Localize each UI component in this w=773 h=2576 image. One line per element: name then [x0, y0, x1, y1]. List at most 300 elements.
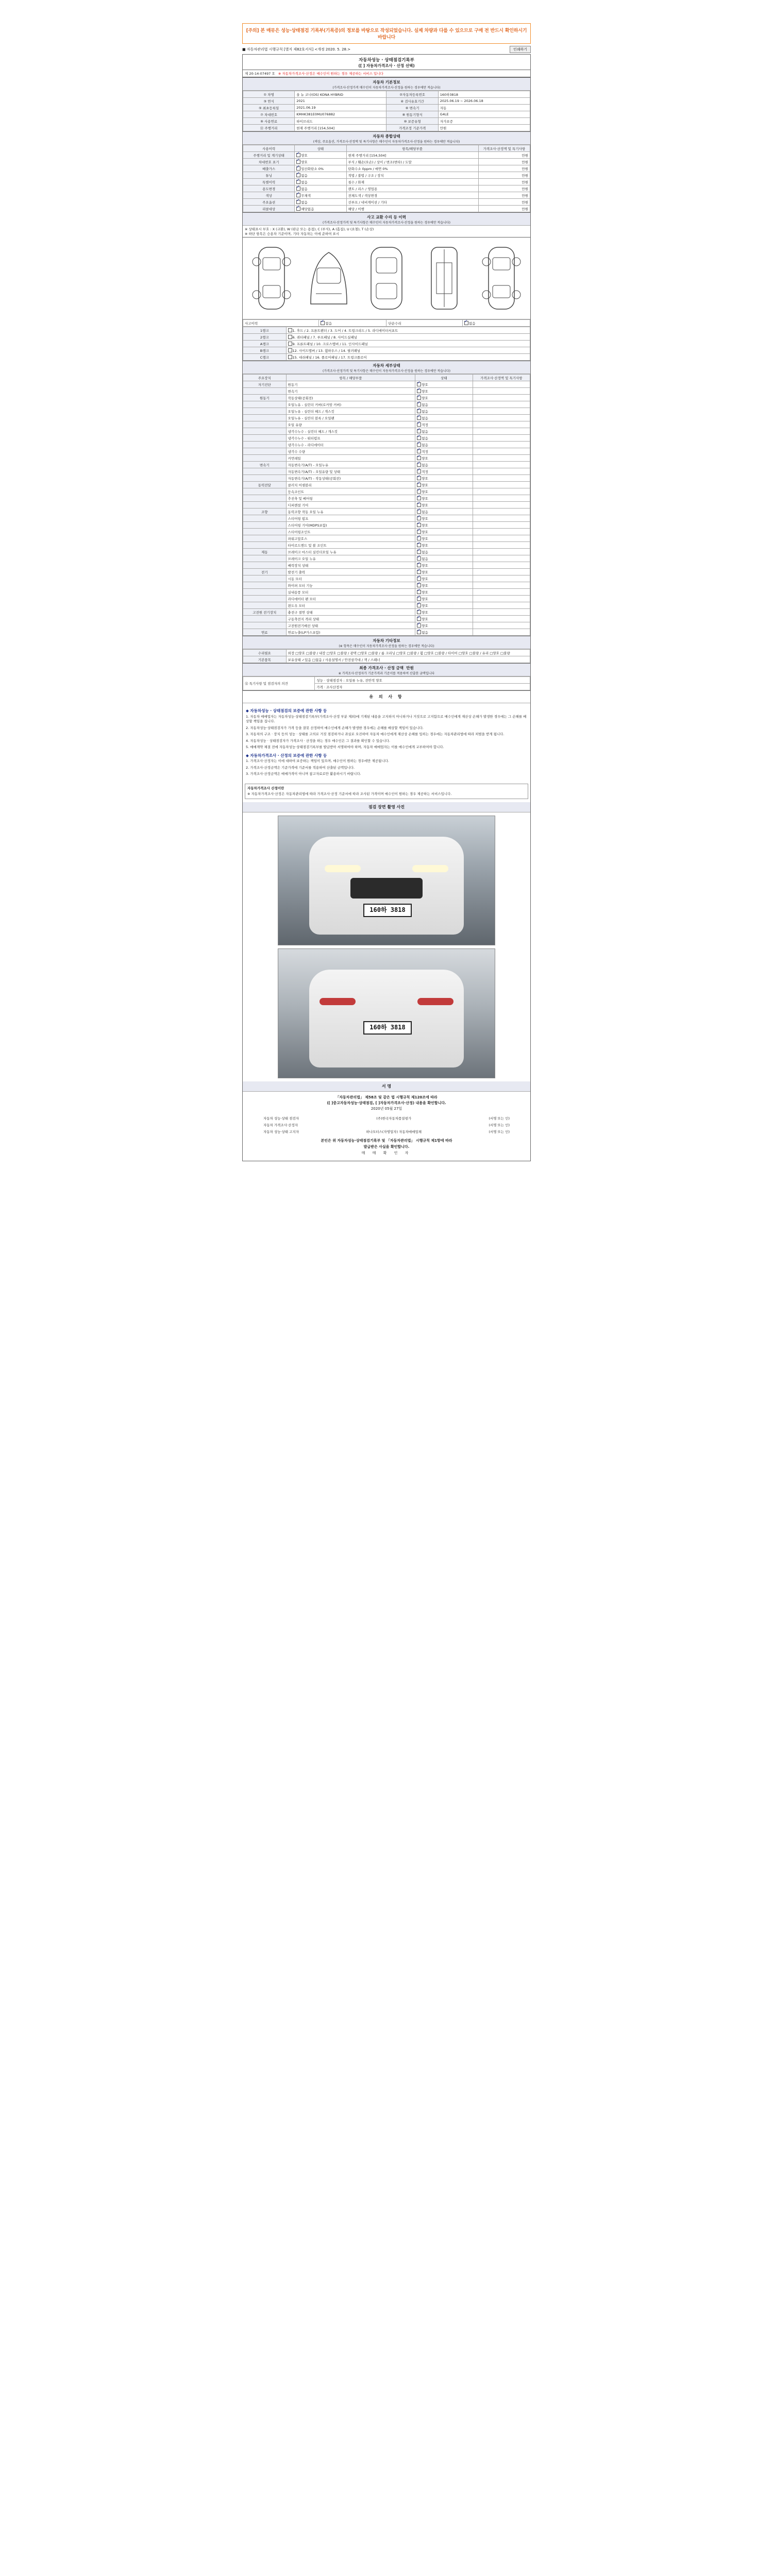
detail-item: 연료누출(LP가스포함) [286, 629, 415, 636]
detail-row [243, 482, 530, 488]
detail-row [243, 589, 530, 596]
detail-state: ✓ 양호 [415, 616, 473, 622]
status-label: 주요옵션 [243, 199, 295, 206]
basic-key: 가격조정 기준가격 [386, 125, 438, 131]
special-appraiser: 가격 · 조사산정자 [315, 684, 530, 690]
status-label: 배출가스 [243, 165, 295, 172]
basic-key: ⑥ 변속기 [386, 105, 438, 111]
detail-state: ✓ 양호 [415, 569, 473, 575]
detail-price [473, 596, 530, 602]
detail-item: 윈도우 모터 [286, 602, 415, 609]
rank-label: C랭크 [243, 354, 287, 361]
accident-table [243, 319, 530, 327]
top-row [242, 46, 531, 53]
detail-row [243, 408, 530, 415]
accident-section-header [243, 212, 530, 226]
rank-items: 1. 후드 / 2. 프론트펜더 / 3. 도어 / 4. 트렁크리드 / 5. 라디에이터서포트 [286, 327, 530, 334]
signature-mark: (서명 또는 인) [489, 1116, 510, 1121]
rank-row [243, 354, 530, 361]
detail-row [243, 488, 530, 495]
detail-head-group: 주요장치 [243, 375, 287, 381]
basic-value: 현재 주행거리 [154,504] [295, 125, 386, 131]
detail-state: ✓ 없음 [415, 415, 473, 421]
detail-group [243, 542, 287, 549]
basic-value: 2025.06.19 ~ 2026.06.18 [438, 98, 530, 105]
detail-group [243, 468, 287, 475]
detail-price [473, 408, 530, 415]
status-state: ✓ 없음 [295, 179, 346, 185]
notice-para: 3. 가격조사·산정금액은 매매가격이 아니며 참고자료로만 활용하시기 바랍니다. [246, 772, 361, 776]
detail-price [473, 428, 530, 435]
signature-role: 자동차 성능·상태 점검자 [263, 1116, 299, 1121]
detail-group [243, 475, 287, 482]
special-inspector: 성능 · 상태점검자 : 오일류 누유, 전반적 양호 [315, 677, 530, 684]
status-row [243, 152, 530, 159]
appear-label: 수리필요 [243, 650, 287, 656]
detail-group: 제동 [243, 549, 287, 555]
status-row [243, 172, 530, 179]
status-state: ✓ 일산화탄소 0% [295, 165, 346, 172]
accident-legend [243, 226, 530, 238]
detail-price [473, 495, 530, 502]
detail-row [243, 549, 530, 555]
detail-price [473, 435, 530, 442]
detail-state: ✓ 없음 [415, 442, 473, 448]
appear-row [243, 656, 530, 663]
record-card [242, 54, 531, 1161]
status-state: ✓ 양호 [295, 152, 346, 159]
detail-row [243, 381, 530, 388]
detail-price [473, 589, 530, 596]
detail-price [473, 616, 530, 622]
detail-row [243, 442, 530, 448]
detail-state: ✓ 적정 [415, 421, 473, 428]
notice-para: 5. 매매계약 체결 전에 자동차성능·상태점검기록부를 발급받아 서명하여야 하며, 자동차 매매업자는 이를 매수인에게 교부하여야 합니다. [246, 745, 444, 749]
print-button[interactable]: 인쇄하기 [510, 46, 531, 53]
status-state: ✓ 해당없음 [295, 206, 346, 212]
detail-price [473, 609, 530, 616]
photo-section-title: 점검 장면 촬영 사진 [243, 802, 530, 812]
detail-group [243, 495, 287, 502]
detail-group [243, 575, 287, 582]
detail-item: 고전원전기배선 상태 [286, 622, 415, 629]
accident-legend-line1: ※ 상태표시 부호 : X (교환), W (판금 또는 용접), C (부식), A (흠집), U (요철), T (손상) [245, 227, 374, 231]
basic-value: G4LE [438, 111, 530, 118]
basic-key: ⑩ 보증유형 [386, 118, 438, 125]
status-label: 주행거리 및 계기상태 [243, 152, 295, 159]
sign-date: 2020년 05월 27일 [371, 1106, 402, 1111]
appear-section-title: 자동차 기타정보 [373, 638, 400, 643]
car-left-side-icon [243, 242, 300, 314]
basic-section-header [243, 77, 530, 91]
detail-row [243, 502, 530, 509]
basic-row [243, 91, 530, 98]
detail-state: ✓ 양호 [415, 596, 473, 602]
detail-group [243, 515, 287, 522]
car-front-icon [300, 242, 357, 314]
detail-price [473, 529, 530, 535]
detail-item: 오일누유 - 실린더 커버(로커암 커버) [286, 401, 415, 408]
status-label: 색상 [243, 192, 295, 199]
detail-price [473, 502, 530, 509]
price-summary-header [243, 663, 530, 676]
basic-value: 하이브리드 [295, 118, 386, 125]
detail-price [473, 442, 530, 448]
sign-line2: ([ ]중고자동차성능·상태점검, [ ]자동차가격조사·산정) 내용을 확인합니다. [327, 1100, 446, 1105]
detail-row [243, 395, 530, 401]
status-label: 용도변경 [243, 185, 295, 192]
detail-state: ✓ 없음 [415, 629, 473, 636]
detail-item: 작동상태(공회전) [286, 395, 415, 401]
detail-price [473, 401, 530, 408]
status-row [243, 165, 530, 172]
detail-price [473, 475, 530, 482]
form-label: ■ 자동차관리법 시행규칙 [별지 제82호서식] <개정 2020. 5. 28.> [242, 47, 351, 52]
status-price: 만원 [478, 179, 530, 185]
basic-value: 만원 [438, 125, 530, 131]
status-price: 만원 [478, 185, 530, 192]
detail-group [243, 529, 287, 535]
detail-state: ✓ 양호 [415, 575, 473, 582]
detail-state: ✓ 없음 [415, 435, 473, 442]
special-table [243, 676, 530, 690]
detail-price [473, 549, 530, 555]
rank-table [243, 327, 530, 361]
detail-item: 디퍼렌셜 기어 [286, 502, 415, 509]
signature-name: (주)한국자동차품질평가 [376, 1116, 412, 1121]
status-state: ✓ 양호 [295, 159, 346, 165]
detail-item: 자동변속기(A/T) - 오일유량 및 상태 [286, 468, 415, 475]
detail-group [243, 442, 287, 448]
detail-group [243, 522, 287, 529]
detail-group: 자기진단 [243, 381, 287, 388]
detail-state: ✓ 양호 [415, 488, 473, 495]
detail-row [243, 415, 530, 421]
status-head-use: 사용이력 [243, 145, 295, 152]
basic-row [243, 118, 530, 125]
detail-state: ✓ 양호 [415, 381, 473, 388]
notice-para: 2. 가격조사·산정금액은 기준가격에 기준서를 적용하여 산출된 금액입니다. [246, 765, 355, 770]
detail-state: ✓ 적정 [415, 448, 473, 455]
detail-row [243, 401, 530, 408]
status-state: ✓ 무채색 [295, 192, 346, 199]
status-price: 만원 [478, 192, 530, 199]
detail-item: 시동 모터 [286, 575, 415, 582]
detail-item: 라디에이터 팬 모터 [286, 596, 415, 602]
basic-section-title: 자동차 기본정보 [373, 80, 400, 84]
notice-heading-2: ◆ 자동차가격조사 · 산정의 보증에 관한 사항 등 [246, 753, 327, 758]
basic-key: ⑧ 원동기형식 [386, 111, 438, 118]
record-title-sub: ([ ] 자동차가격조사 · 산정 선택) [358, 63, 415, 68]
detail-price [473, 575, 530, 582]
status-detail: 침수 / 화재 [346, 179, 478, 185]
basic-row [243, 105, 530, 111]
detail-group: 동력전달 [243, 482, 287, 488]
detail-price [473, 602, 530, 609]
confirm-line2: 발급받은 사실을 확인합니다. [363, 1144, 410, 1149]
detail-table [243, 374, 530, 636]
detail-group [243, 428, 287, 435]
signature-mark: (서명 또는 인) [489, 1123, 510, 1127]
status-state: ✓ 없음 [295, 185, 346, 192]
detail-row [243, 582, 530, 589]
detail-item: 등속조인트 [286, 488, 415, 495]
detail-item: 냉각수누수 - 라디에이터 [286, 442, 415, 448]
detail-section-title: 자동차 세부상태 [373, 363, 400, 368]
detail-state: ✓ 없음 [415, 401, 473, 408]
appraisal-definition-text: ※ 자동차가격조사·산정은 자동차관리법에 따라 가격조사·산정 기준서에 따라 조사된 가격이며 매수인이 원하는 경우 제공하는 서비스입니다. [247, 791, 452, 796]
notice-body [243, 703, 530, 781]
detail-section-header [243, 361, 530, 374]
detail-row [243, 596, 530, 602]
appear-items: 보유상태 ✓있음 □없음 / 사용설명서 / 안전삼각대 / 잭 / 스패너 [286, 656, 530, 663]
basic-key: ① 차명 [243, 91, 295, 98]
detail-group: 원동기 [243, 395, 287, 401]
rank-label: B랭크 [243, 347, 287, 354]
detail-row [243, 455, 530, 462]
status-row [243, 206, 530, 212]
status-row [243, 159, 530, 165]
detail-price [473, 622, 530, 629]
detail-group [243, 555, 287, 562]
detail-price [473, 388, 530, 395]
detail-row [243, 622, 530, 629]
record-title [243, 55, 530, 70]
detail-state: ✓ 양호 [415, 542, 473, 549]
detail-group: 조향 [243, 509, 287, 515]
basic-value: 자가보증 [438, 118, 530, 125]
status-row [243, 179, 530, 185]
status-head-state: 상태 [295, 145, 346, 152]
appraisal-definition-box [245, 784, 528, 799]
inspection-photo-rear [278, 948, 495, 1078]
basic-value: 160하3818 [438, 91, 530, 98]
detail-price [473, 421, 530, 428]
basic-key: ④ 검사유효기간 [386, 98, 438, 105]
detail-item: 원동기 [286, 381, 415, 388]
detail-item: 구동축전지 격리 상태 [286, 616, 415, 622]
detail-price [473, 515, 530, 522]
detail-item: 발전기 출력 [286, 569, 415, 575]
detail-section-note: (가격조사·산정가격 및 특기사항은 매수인이 자동차가격조사·산정을 원하는 경우에만 적습니다) [323, 369, 450, 373]
basic-table [243, 91, 530, 131]
detail-state: ✓ 없음 [415, 549, 473, 555]
detail-price [473, 569, 530, 575]
status-state: ✓ 없음 [295, 199, 346, 206]
doc-number: 제 20-14-07497 호 [245, 72, 275, 76]
rank-items: 15. 대쉬패널 / 16. 플로어패널 / 17. 트렁크플로어 [286, 354, 530, 361]
basic-value: 자동 [438, 105, 530, 111]
detail-row [243, 569, 530, 575]
car-top-icon [358, 242, 415, 314]
detail-row [243, 462, 530, 468]
detail-head-state: 상태 [415, 375, 473, 381]
notice-para: 4. 자동차성능 · 상태점검자가 가격조사 · 산정을 하는 경우 매수인은 그 결과를 확인할 수 있습니다. [246, 738, 390, 743]
detail-price [473, 395, 530, 401]
inspection-photo-front [278, 816, 495, 945]
basic-key: ⑦ 차대번호 [243, 111, 295, 118]
detail-group [243, 415, 287, 421]
basic-value: 2021 [295, 98, 386, 105]
detail-item: 추진축 및 베어링 [286, 495, 415, 502]
rank-items: 9. 프론트패널 / 10. 크로스멤버 / 11. 인사이드패널 [286, 341, 530, 347]
rank-items: 12. 사이드멤버 / 13. 휠하우스 / 14. 필러패널 [286, 347, 530, 354]
detail-item: 냉각수 수량 [286, 448, 415, 455]
detail-state: ✓ 양호 [415, 602, 473, 609]
status-detail: 현재 주행거리 [154,504] [346, 152, 478, 159]
sign-line1: 「자동차관리법」 제58조 및 같은 법 시행규칙 제120조에 따라 [335, 1095, 438, 1099]
detail-item: 와이퍼 모터 기능 [286, 582, 415, 589]
detail-state: ✓ 양호 [415, 589, 473, 596]
document [242, 23, 531, 1161]
status-table [243, 145, 530, 212]
doc-note: ※ 자동차가격조사·산정은 매수인이 원하는 경우 제공하는 서비스 입니다 [278, 72, 383, 76]
detail-group [243, 582, 287, 589]
detail-row [243, 421, 530, 428]
detail-state: ✓ 없음 [415, 408, 473, 415]
detail-item: 스티어링 기어(MDPS포함) [286, 522, 415, 529]
signature-name: 하나모터스(자영업자) 자동차매매업체 [366, 1129, 422, 1134]
detail-row [243, 509, 530, 515]
appear-label: 기본품목 [243, 656, 287, 663]
detail-item: 타이로드엔드 및 볼 조인트 [286, 542, 415, 549]
detail-group [243, 589, 287, 596]
detail-state: ✓ 양호 [415, 388, 473, 395]
price-summary-note: ※ 가격조사·산정자가 기준가격과 기준서를 적용하여 산출한 금액입니다 [338, 672, 435, 675]
detail-state: ✓ 양호 [415, 562, 473, 569]
detail-group [243, 602, 287, 609]
detail-item: 냉각수누수 - 실린더 헤드 / 개스킷 [286, 428, 415, 435]
appear-items: 외장 □양호 □불량 / 내장 □양호 □불량 / 광택 □양호 □불량 / 룸 크리닝 □양호 □불량 / 휠 □양호 □불량 / 타이어 □양호 □불량 / 유리 □양호 □불량 [286, 650, 530, 656]
detail-item: 클러치 어셈블리 [286, 482, 415, 488]
status-detail: 전체도색 / 색상변경 [346, 192, 478, 199]
record-title-main: 자동차성능 · 상태점검기록부 [359, 58, 414, 63]
detail-row [243, 562, 530, 569]
detail-group [243, 408, 287, 415]
detail-item: 자동변속기(A/T) - 오일누유 [286, 462, 415, 468]
status-price: 만원 [478, 165, 530, 172]
detail-state: ✓ 양호 [415, 482, 473, 488]
special-label: ⑫ 특기사항 및 점검자의 의견 [243, 677, 315, 690]
detail-state: ✓ 양호 [415, 535, 473, 542]
notice-heading-1: ◆ 자동차성능 · 상태점검의 보증에 관한 사항 등 [246, 708, 327, 713]
status-detail: 탄화수소 0ppm / 매연 0% [346, 165, 478, 172]
detail-price [473, 455, 530, 462]
detail-item: 스티어링 펌프 [286, 515, 415, 522]
status-section-header [243, 131, 530, 145]
status-label: 리콜대상 [243, 206, 295, 212]
detail-group [243, 622, 287, 629]
detail-price [473, 542, 530, 549]
status-section-title: 자동차 종합상태 [373, 134, 400, 139]
detail-row [243, 522, 530, 529]
detail-row [243, 535, 530, 542]
detail-head-item: 항목 / 해당부품 [286, 375, 415, 381]
signature-mark: (서명 또는 인) [489, 1129, 510, 1134]
basic-row [243, 125, 530, 131]
rank-label: 1랭크 [243, 327, 287, 334]
doc-meta [243, 70, 530, 77]
status-price: 만원 [478, 172, 530, 179]
notice-para: 1. 자동차 매매업자는 자동차성능·상태점검기록부(가격조사·산정 부분 제외)에 기재된 내용을 고지하지 아니하거나 거짓으로 고지함으로 매수인에게 재산상 손해가 발생한 경우에는 그 손해를 배상할 책임을 집니다. [246, 714, 527, 723]
detail-group [243, 596, 287, 602]
car-underbody-icon [416, 242, 473, 314]
detail-head-price: 가격조사·산정액 및 특기사항 [473, 375, 530, 381]
status-head-price: 가격조사·산정액 및 특기사항 [478, 145, 530, 152]
detail-item: 배력장치 상태 [286, 562, 415, 569]
detail-state: ✓ 없음 [415, 555, 473, 562]
status-detail: 부식 / 훼손(오손) / 상이 / 변조(변타) / 도말 [346, 159, 478, 165]
rank-row [243, 334, 530, 341]
basic-key: ③ 연식 [243, 98, 295, 105]
detail-item: 실내송풍 모터 [286, 589, 415, 596]
detail-group: 변속기 [243, 462, 287, 468]
status-price: 만원 [478, 159, 530, 165]
detail-group [243, 448, 287, 455]
basic-key: ②자동차등록번호 [386, 91, 438, 98]
detail-group [243, 388, 287, 395]
detail-item: 충전구 절연 상태 [286, 609, 415, 616]
status-row [243, 199, 530, 206]
car-diagrams [243, 238, 530, 319]
status-state: ✓ 없음 [295, 172, 346, 179]
signature-role: 자동차 가격조사·산정자 [263, 1123, 298, 1127]
status-detail: 적법 / 불법 / 구조 / 장치 [346, 172, 478, 179]
car-right-side-icon [473, 242, 530, 314]
detail-state: ✓ 양호 [415, 515, 473, 522]
receiver-label: 매 매 확 인 자 [361, 1150, 412, 1155]
detail-price [473, 562, 530, 569]
notice-title: 유 의 사 항 [243, 690, 530, 703]
detail-item: 파워고압호스 [286, 535, 415, 542]
detail-item: 브레이크 오일 누유 [286, 555, 415, 562]
detail-row [243, 468, 530, 475]
detail-row [243, 609, 530, 616]
detail-state: ✓ 적정 [415, 468, 473, 475]
detail-price [473, 468, 530, 475]
status-head-item: 항목/해당부품 [346, 145, 478, 152]
accident-section-title: 사고 교환 수리 등 이력 [367, 215, 406, 219]
detail-row [243, 555, 530, 562]
detail-price [473, 535, 530, 542]
rank-label: A랭크 [243, 341, 287, 347]
detail-row [243, 575, 530, 582]
detail-price [473, 522, 530, 529]
notice-para: 2. 자동차성능·상태점검자가 가격 등을 잘못 산정하여 매수인에게 손해가 발생한 경우에는 손해를 배상할 책임이 있습니다. [246, 725, 424, 730]
confirm-line1: 본인은 위 자동차성능·상태점검기록부 및 「자동차관리법」 시행규칙 제1항에 따라 [321, 1138, 452, 1143]
status-label: 특별이력 [243, 179, 295, 185]
detail-row [243, 529, 530, 535]
sign-block [243, 1092, 530, 1115]
accident-history-value: ✓ 없음 [319, 320, 386, 327]
status-section-note: (색상, 주요옵션, 가격조사·산정액 및 특기사항은 매수인이 자동차가격조사·산정을 원하는 경우에만 적습니다) [313, 140, 460, 144]
detail-group [243, 502, 287, 509]
signature-role: 자동차 성능·상태 고지자 [263, 1129, 299, 1134]
status-row [243, 192, 530, 199]
signature-rows [243, 1115, 530, 1135]
detail-price [473, 482, 530, 488]
notice-para: 1. 가격조사·산정자는 이에 대하여 보증하는 책임이 있으며, 매수인이 원하는 경우에만 제공됩니다. [246, 759, 389, 763]
signature-row [243, 1115, 530, 1122]
sign-section-title: 서 명 [243, 1081, 530, 1092]
price-summary-value: 만원 [406, 666, 414, 670]
rank-label: 2랭크 [243, 334, 287, 341]
detail-price [473, 629, 530, 636]
basic-key: ⑨ 사용연료 [243, 118, 295, 125]
signature-row [243, 1122, 530, 1128]
status-detail: 선루프 / 네비게이션 / 기타 [346, 199, 478, 206]
accident-repair-label: 단순수리 [386, 320, 462, 327]
